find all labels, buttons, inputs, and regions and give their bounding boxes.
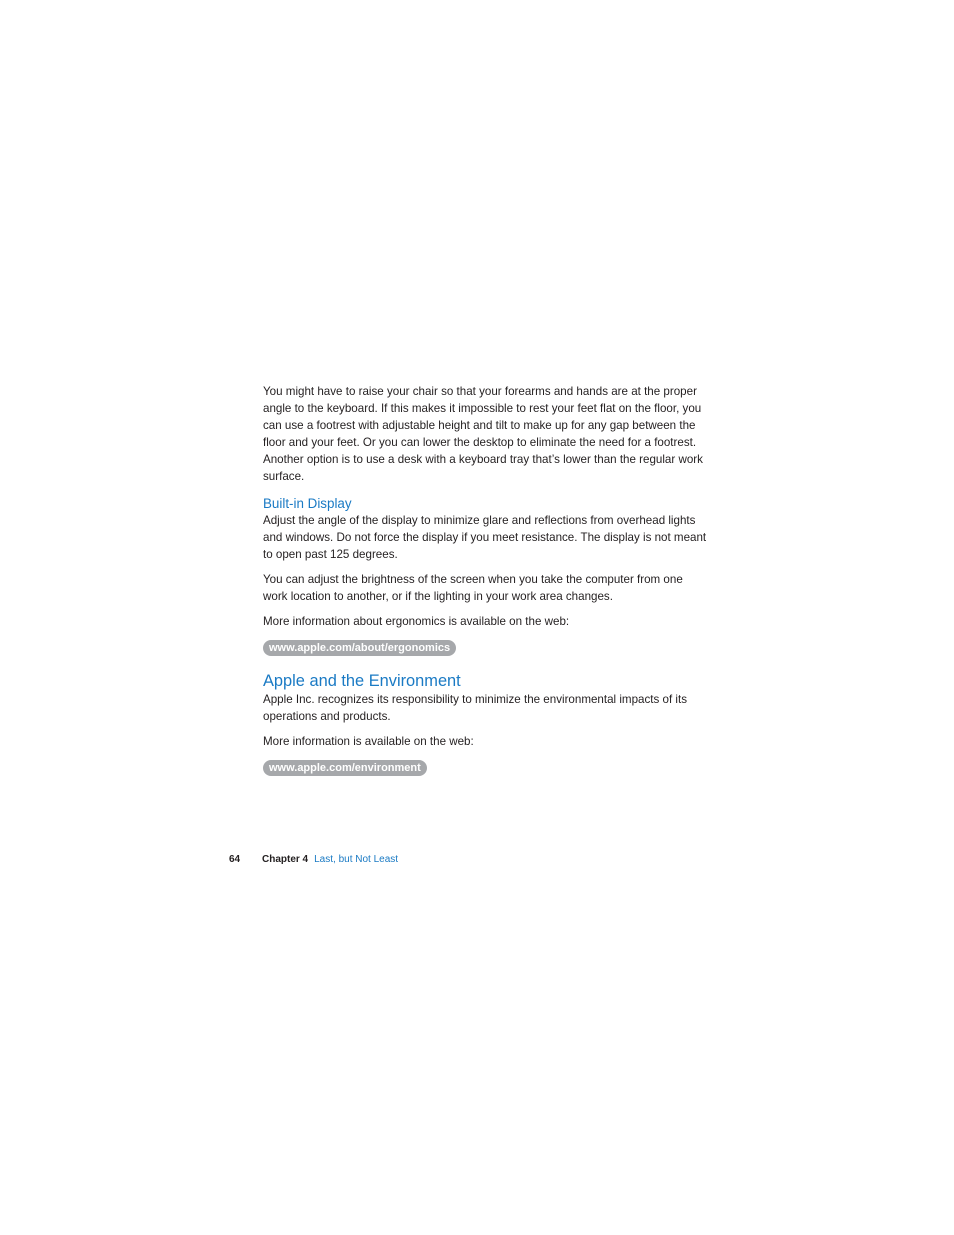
display-paragraph-2: You can adjust the brightness of the screen when you take the computer from one work location to another, or if the lighting in your work area changes.: [263, 573, 683, 603]
display-paragraph-1: Adjust the angle of the display to minimize glare and reflections from overhead lights and windows. Do not force the display if you meet resistance. The display is not meant to open past 125 degrees.: [263, 514, 707, 561]
ergonomics-link-row: [263, 630, 708, 656]
ergonomics-link[interactable]: www.apple.com/about/ergonomics: [263, 640, 456, 656]
environment-link-row: [263, 750, 708, 776]
environment-paragraph-1: Apple Inc. recognizes its responsibility to minimize the environmental impacts of its operations and products.: [263, 693, 687, 723]
ergonomics-intro-paragraph: You might have to raise your chair so that your forearms and hands are at the proper angle to the keyboard. If this makes it impossible to rest your feet flat on the floor, you can use a footrest with adjustable height and tilt to make up for any gap between the floor and your feet. Or you can lower the desktop to eliminate the need for a footrest. Another option is to use a desk with a keyboard tray that’s lower than the regular work surface.: [263, 385, 703, 483]
page-content: [263, 383, 708, 776]
environment-paragraph-2: More information is available on the web:: [263, 735, 474, 748]
page-number: 64: [229, 854, 241, 865]
chapter-title: Last, but Not Least: [314, 854, 399, 865]
display-paragraph-3: More information about ergonomics is available on the web:: [263, 615, 570, 628]
chapter-label: Chapter 4: [262, 854, 309, 865]
environment-link[interactable]: www.apple.com/environment: [263, 760, 427, 776]
apple-environment-heading: Apple and the Environment: [263, 672, 461, 690]
page-footer: [229, 853, 398, 867]
built-in-display-heading: Built-in Display: [263, 496, 352, 511]
